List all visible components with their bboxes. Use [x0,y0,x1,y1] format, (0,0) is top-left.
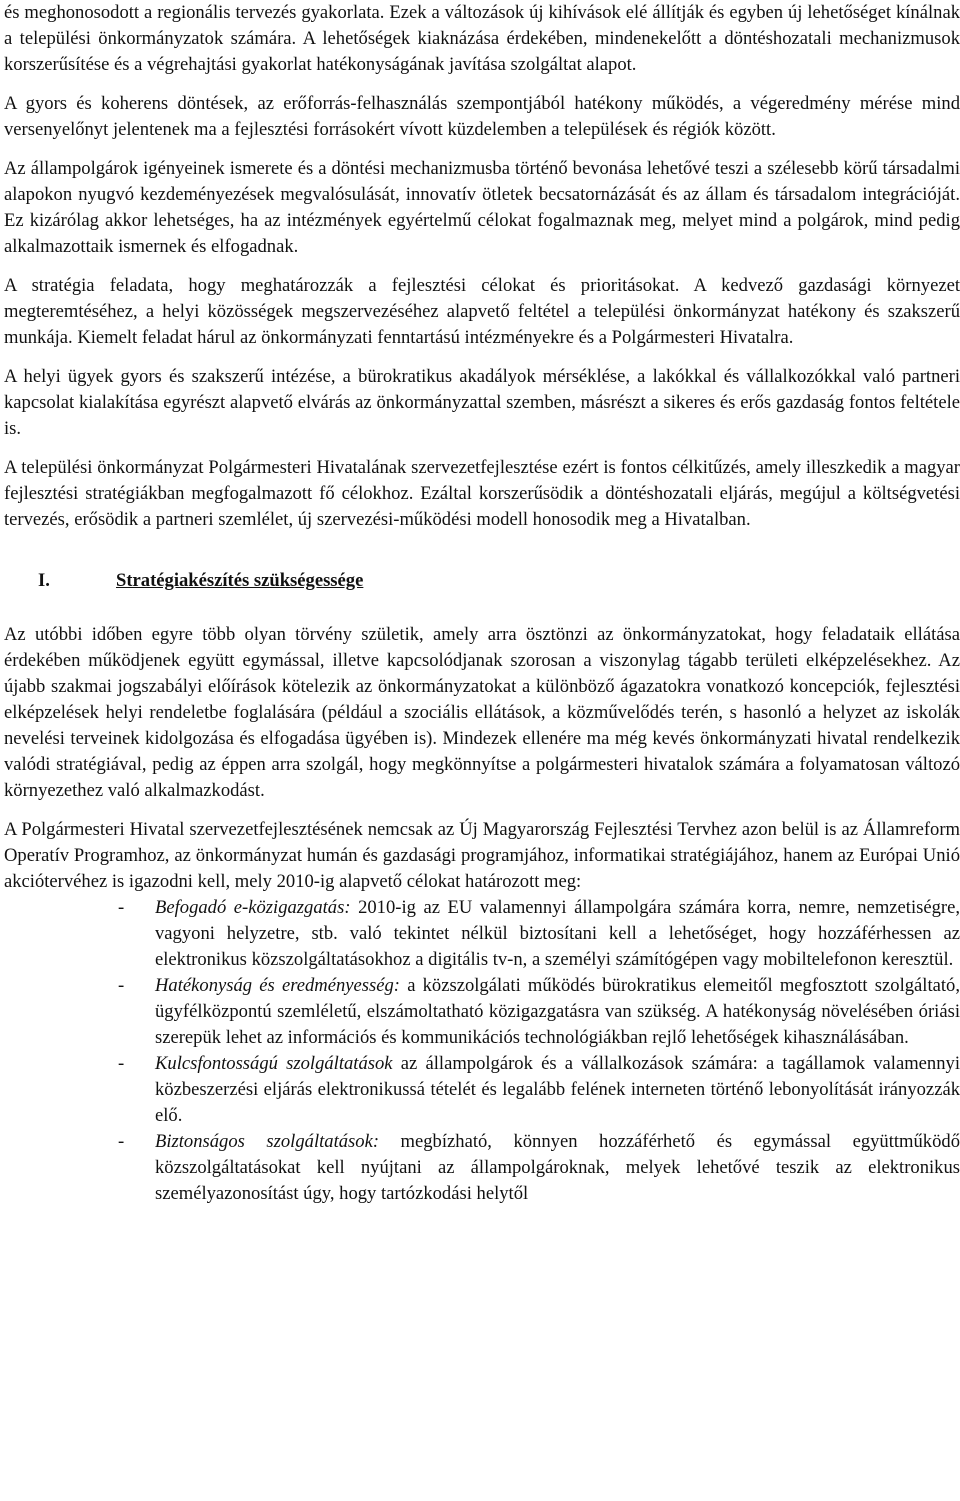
section-title: Stratégiakészítés szükségessége [116,570,364,591]
goal-text: megbízható, könnyen hozzáférhető és egymással együttműködő közszolgáltatásokat kell nyújtani az állampolgároknak, melyek lehetővé teszik az elektronikus személyazonosítást úgy, hogy tartózkodási helytől [155,1131,960,1204]
goals-list [4,895,960,1207]
section-heading [4,568,960,594]
goal-text: az állampolgárok és a vállalkozások számára: a tagállamok valamennyi közbeszerzési eljárás elektronikussá tételét és legalább felének interneten történő lebonyolítását irányozzák elő. [155,1053,960,1126]
goal-item [4,1051,960,1129]
list-dash: - [118,975,125,996]
goal-term: Befogadó e-közigazgatás: [155,897,359,918]
goal-text: 2010-ig az EU valamennyi állampolgára számára korra, nemre, nemzetiségre, vagyoni helyzetre, stb. való tekintet nélkül biztosítani kell a lehetőséget, hogy hozzáférhessen az elektronikus közszolgáltatásokhoz a digitális tv-n, a személyi számítógépen vagy mobiltelefonon keresztül. [155,897,960,970]
paragraph-laws: Az utóbbi időben egyre több olyan törvény születik, amely arra ösztönzi az önkormányzatokat, hogy feladataik ellátása érdekében működjenek együtt egymással, illetve kapcsolódjanak szorosan a viszonylag tágabb területi elképzelésekhez. Az újabb szakmai jogszabályi előírások kötelezik az önkormányzatokat a különböző ágazatokra vonatkozó koncepciók, fejlesztési elképzelések helyi rendeletbe foglalására (például a szociális ellátások, a közművelődés terén, s hasonló a helyzet az iskolák nevelési terveinek kidolgozása és elfogadása ügyében is). Mindezek ellenére ma még kevés önkormányzati hivatal rendelkezik valódi stratégiával, pedig az éppen arra szolgál, hogy megkönnyítse a polgármesteri hivatalok számára a folyamatosan változó környezethez való alkalmazkodást. [4,624,960,801]
list-dash: - [118,1131,125,1152]
goal-item [4,973,960,1051]
list-dash: - [118,1053,125,1074]
goal-item [4,895,960,973]
goal-term: Biztonságos szolgáltatások: [155,1131,401,1152]
paragraph-local-affairs: A helyi ügyek gyors és szakszerű intézése, a bürokratikus akadályok mérséklése, a lakókkal és vállalkozókkal való partneri kapcsolat kialakítása egyrészt alapvető elvárás az önkormányzattal szemben, másrészt a sikeres és erős gazdaság fontos feltétele is. [4,366,960,439]
paragraph-intro: és meghonosodott a regionális tervezés gyakorlata. Ezek a változások új kihívások elé állítják és egyben új lehetőséget kínálnak a települési önkormányzatok számára. A lehetőségek kiaknázása érdekében, mindenekelőtt a döntéshozatali mechanizmusok korszerűsítése és a végrehajtási gyakorlat hatékonyságának javítása szolgáltat alapot. [4,2,960,75]
paragraph-goals-intro: A Polgármesteri Hivatal szervezetfejlesztésének nemcsak az Új Magyarország Fejlesztési Tervhez azon belül is az Államreform Operatív Programhoz, az önkormányzat humán és gazdasági programjához, informatikai stratégiájához, hanem az Európai Unió akciótervéhez is igazodni kell, mely 2010-ig alapvető célokat határozott meg: [4,819,960,892]
list-dash: - [118,897,125,918]
goal-text: a közszolgálati működés bürokratikus elemeitől megfosztott szolgáltató, ügyfélközpontú szemléletű, elszámoltatható közigazgatásra van szükség. A hatékonyság növelésében óriási szerepük lehet az információs és kommunikációs technológiákban rejlő lehetőségek kihasználásában. [155,975,960,1048]
paragraph-decisions: A gyors és koherens döntések, az erőforrás-felhasználás szempontjából hatékony működés, a végeredmény mérése mind versenyelőnyt jelentenek ma a fejlesztési forrásokért vívott küzdelemben a települések és régiók között. [4,93,960,140]
paragraph-organization-development: A települési önkormányzat Polgármesteri Hivatalának szervezetfejlesztése ezért is fontos célkitűzés, amely illeszkedik a magyar fejlesztési stratégiákban megfogalmazott fő célokhoz. Ezáltal korszerűsödik a döntéshozatali eljárás, megújul a költségvetési tervezés, erősödik a partneri szemlélet, új szervezési-működési modell honosodik meg a Hivatalban. [4,457,960,530]
goal-term: Hatékonyság és eredményesség: [155,975,408,996]
goal-item [4,1129,960,1207]
goal-term: Kulcsfontosságú szolgáltatások [155,1053,401,1074]
paragraph-citizens: Az állampolgárok igényeinek ismerete és a döntési mechanizmusba történő bevonása lehetővé teszi a szélesebb körű társadalmi alapokon nyugvó kezdeményezések megvalósulását, innovatív ötletek becsatornázását és az állam és társadalom integrációját. Ez kizárólag akkor lehetséges, ha az intézmények egyértelmű célokat fogalmaznak meg, melyet mind a polgárok, mind pedig alkalmazottaik ismernek és elfogadnak. [4,158,960,257]
paragraph-strategy-task: A stratégia feladata, hogy meghatározzák a fejlesztési célokat és prioritásokat. A kedvező gazdasági környezet megteremtéséhez, a helyi közösségek megszervezéséhez alapvető feltétel a települési önkormányzat hatékony és szakszerű munkája. Kiemelt feladat hárul az önkormányzati fenntartású intézményekre és a Polgármesteri Hivatalra. [4,275,960,348]
section-number: I. [38,570,50,591]
